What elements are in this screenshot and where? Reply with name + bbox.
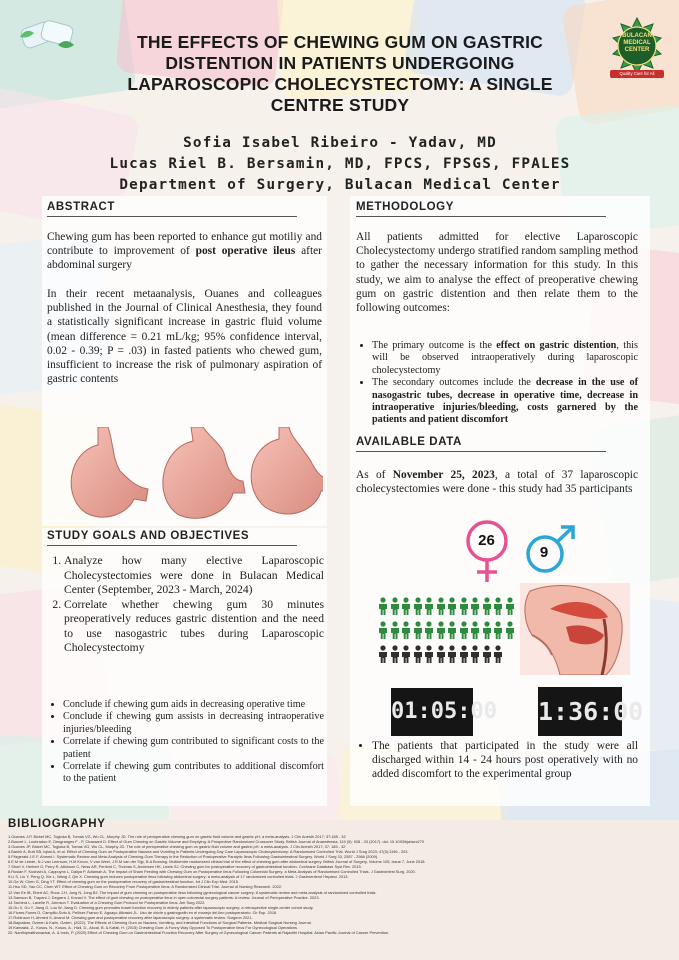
goal-item-1: 1. Analyze how many elective Laparoscopic Cholecystectomies were done in Bulacan Medical Center (September, 2023 - March, 2024) [64,554,324,598]
abstract-paragraph-2: In their recent metaanalysis, Ouanes and colleagues published in the Journal of Clinical Anesthesia, they found a statistically significant increase in gastric fluid volume (mean difference = 0.21 mL/kg; 95% confidence interval, 0.02 - 0.39; P = .03) in fasted patients who chewed gum, insufficient to increase the risk of pulmonary aspiration of gastric contents [47,288,322,386]
bibliography-entry: 12.Van Ee IB, Ebert AC, Roos J-H, Jong N, Jong BJ. The impact of gum chewing on postoperative ileus following gynecological cancer surgery: A systematic review and meta-analysis of randomized controlled trials. [8,889,377,895]
male-count: 9 [539,544,549,561]
logo-line-1: BULACAN [622,33,652,39]
timer-intervention: 01:05:00 [391,688,473,736]
logo-ribbon: Quality Care for All [619,71,655,76]
bibliography-entry: 15.Gu X, Gu Y, Jiang G, Luo W, Jiang D. Chewing gum promotes bowel function recovery in elderly patients after laparoscopic surgery: a retrospective single-center cohort study. [8,904,314,910]
person-icon [493,621,503,639]
methodology-heading: METHODOLOGY [356,201,606,217]
person-icon [447,645,457,663]
person-icon [505,621,515,639]
available-data-heading: AVAILABLE DATA [356,436,606,452]
bibliography-entry: 14.Tachera L, Lavelle R, Johnson T. Evaluation of a Chewing Gum Protocol for Postoperative Ileus. Am Surg 2022. [8,899,206,905]
bibliography-entry: 7.Short V, Herbert G, Perry R, Atkinson C, Ness AR, Penfold C, Thomas S, Andersen HK, Lewis SJ. Chewing gum for postoperative recovery of gastrointestinal function. Cochrane Database Syst Rev. 2015. [8,864,362,870]
nasogastric-anatomy-illustration [520,583,630,675]
person-icon [493,597,503,615]
person-icon [378,645,388,663]
bibliography-entry: 17.Robinson H, Ahmed S, Anand M. Chewing gum and postoperative recovery after laparoscopic surgery: a systematic review. Surgeon 2021. [8,914,253,920]
bibliography-entry: 8.Roslan F, Kushairi A, Cappuyns L, Daliya P, Adiamah A. The Impact of Sham Feeding with Chewing Gum on Postoperative Ileus Following Colorectal Surgery: a Meta-Analysis of Randomised Controlled Trials. J Gastrointest Surg. 2020. [8,869,416,875]
person-icon [505,597,515,615]
bibliography-entry: 2.Bouvet L, Loubradou E, Desgranges F - P, Chassard D. Effect of Gum Chewing on Gastric Volume and Emptying: A Prospective Randomized Crossover Study. British Journal of Anaesthesia, 119 (5): 928 - 33 (2017). doi: 10.1093/bja/aex270 [8,839,425,845]
outcome-secondary: • The secondary outcomes include the decrease in the use of nasogastric tubes, decrease in operative time, decrease in intraoperative injuries/bleeding, costs garnered by the patients and patient discomfort [372,377,638,427]
bibliography-entry: 1.Ouanes J-P, Bicket MC, Togioka B, Tomas VG, Wu CL, Murphy JD. The role of perioperative chewing gum on gastric fluid volume and gastric pH: a meta-analysis. J Clin Anesth 2017; 37:185 - 32 [8,834,346,839]
bibliography-entry: 18.Bayraktar, Ozmen & Kalin, Ozden. (2022). The Effects of Chewing Gum on Nausea, Vomiting, and Intestinal Functions of Surgical Patients. Medical Surgical Nursing Journal. [8,919,312,925]
objective-item-2: • Conclude if chewing gum assists in decreasing intraoperative injuries/bleeding [63,711,324,736]
bibliography-entry: 3.Ouanes JP, Bicket MC, Togioka B, Tomas VG, Wu CL, Murphy JD. The role of perioperative chewing gum on gastric fluid volume and gastric pH: a meta-analysis. J Clin Anesth 2017; 37: 185 - 32 [8,844,346,850]
discharge-bullet: • The patients that participated in the study were all discharged within 14 - 24 hours post operatively with no added discomfort to the experimental group [372,739,638,782]
bibliography-entry: 6.E.M de Leede, N.J van Leersum, H.M Kroon, V van Weel, J.R.M van der Sijp, B.A Bonsing. Multicentre randomized clinical trial of the effect of chewing gum after abdominal surgery. British Journal of Surgery, Volume 105, Issue 7, June 2018. [8,859,426,865]
bibliography-entry: 4.Bashir A, Butt SB, Iqbal A, et al. Effect of Chewing Gum on Postoperative Nausea and Vomiting in Patients Undergoing Day Care Laparoscopic Cholecystectomy: A Randomized Controlled Trial. World J Surg 2023; 47(5):1196 - 203. [8,849,409,855]
person-icon [390,621,400,639]
person-icon [470,597,480,615]
bibliography-heading: BIBLIOGRAPHY [8,818,106,830]
person-icon [378,621,388,639]
logo-line-3: CENTER [624,47,650,53]
outcome-primary: • The primary outcome is the effect on gastric distention, this will be observed intraoperatively during laparoscopic cholecystectomy [372,340,638,377]
person-icon [424,621,434,639]
bibliography-entry: 10.Ge W, Chen G, Ding YT. Effect of chewing gum on the postoperative recovery of gastrointestinal function. Int J Clin Exp Med. 2015. [8,879,240,885]
person-icon [459,645,469,663]
person-icon [390,645,400,663]
person-icon [447,621,457,639]
person-icon [493,645,503,663]
available-data-summary: As of November 25, 2023, a total of 37 laparoscopic cholecystectomies were done - this study had 35 participants [356,469,638,496]
objective-item-1: • Conclude if chewing gum aids in decreasing operative time [63,699,324,711]
participants-pictogram [378,597,518,667]
stomach-icon-normal [71,427,148,517]
person-icon [401,645,411,663]
person-icon [436,621,446,639]
stomach-illustrations [58,427,323,522]
female-count: 26 [478,532,495,549]
person-icon [482,645,492,663]
stomach-icon-bloated [251,427,323,514]
person-icon [482,621,492,639]
person-icon [470,645,480,663]
person-icon [436,597,446,615]
methodology-intro: All patients admitted for elective Laparoscopic Cholecystectomy undergo stratified random sampling method to gather the necessary information for this study. In this study, we aim to analyse the effect of preoperative chewing gum on gastric distention and then relate them to the following outcomes: [356,231,638,315]
objectives-list [47,696,324,786]
person-icon [413,597,423,615]
author-line-1: Sofia Isabel Ribeiro - Yadav, MD [183,135,497,151]
person-icon [459,621,469,639]
person-icon [413,645,423,663]
bibliography-entry: 19.Kamalak, Z., Kosus, N., Kosus, A., Hizli, D., Akcal, B. & Kafali, H. (2015) Chewing Gum: A Funny Way Opposed To Postoperative Ileus For Gynecological Operations. [8,924,298,930]
person-icon [459,597,469,615]
bibliography-entry: 5.Fitzgerald J.E.F, Ahmed I. Systematic Review and Meta-Analysis of Chewing-Gum Therapy in the Reduction of Postoperative Paralytic Ileus Following Gastrointestinal Surgery. World J Surg 33, 2557 - 2566 (2009). [8,854,379,860]
person-icon [447,597,457,615]
methodology-outcomes [356,337,638,427]
person-icon [401,597,411,615]
logo-line-2: MEDICAL [623,40,651,46]
goals-list [42,554,324,656]
person-icon [482,597,492,615]
bulacan-medical-center-logo [608,16,666,80]
bibliography-entry: 11.Hsu SD, Yao CC, Chen WT. Effect of Chewing Gum on Recovery From Postoperative Ileus: A Randomized Clinical Trial. Journal of Nursing Research. 2022. [8,884,283,890]
poster-title: THE EFFECTS OF CHEWING GUM ON GASTRIC DISTENTION IN PATIENTS UNDERGOING LAPAROSCOPIC CHOLECYSTECTOMY: A SINGLE CENTRE STUDY [127,32,553,115]
person-icon [436,645,446,663]
stomach-icon-distended [163,427,245,518]
gum-pieces-icon [18,15,78,55]
person-icon [424,645,434,663]
person-icon [378,597,388,615]
abstract-paragraph-1: Chewing gum has been reported to enhance gut motiliy and contribute to improvement of post operative ileus after abdominal surgery [47,231,322,272]
bibliography-list [8,834,670,935]
timer-control: 1:36:00 [538,687,622,736]
goals-heading: STUDY GOALS AND OBJECTIVES [47,530,297,546]
abstract-heading: ABSTRACT [47,201,297,217]
person-icon [470,621,480,639]
bibliography-entry: 16.Flores-Funes D, Campillo-Soto A, Pellicer-Franco E, Aguayo-Albasini JL. Uso de chicle y gastrografin en el manejo del ileo postoperatorio. Cir Esp. 2016. [8,909,278,915]
objective-item-3: • Correlate if chewing gum contributed to significant costs to the patient [63,736,324,761]
person-icon [424,597,434,615]
discharge-outcome [356,739,638,782]
person-icon [413,621,423,639]
bibliography-entry: 13.Samson B, Trapani J, Degarra J, Kovaci V. The effect of gum chewing on postoperative ileus in open colorectal surgery patients: A review. Journal of Perioperative Practice. 2023. [8,894,320,900]
bibliography-entry: 9.Li S, Liu Y, Peng Q, Xie L, Wang J, Qin X. Chewing gum reduces postoperative ileus following abdominal surgery: a meta-analysis of 17 randomized controlled trials. J Gastroenterol Hepatol. 2013. [8,874,349,880]
author-line-2: Lucas Riel B. Bersamin, MD, FPCS, FPSGS, FPALES [109,156,571,172]
person-icon [390,597,400,615]
bibliography-entry: 20. Nanthiphatthanachai, A. & Insin, P. (2020) Effect of Chewing Gum on Gastrointestinal Function Recovery After Surgery of Gynecological Cancer Patients at Rajavithi Hospital. Asian Pacific Journal of Cancer Prevention. [8,929,390,935]
person-icon [401,621,411,639]
department-line: Department of Surgery, Bulacan Medical Center [119,177,561,193]
goal-item-2: 2. Correlate whether chewing gum 30 minutes preoperatively reduces gastric distention and the need to use nasogastric tubes during Laparoscopic Cholecystectomy [64,598,324,656]
objective-item-4: • Correlate if chewing gum contributes to additional discomfort to the patient [63,761,324,786]
